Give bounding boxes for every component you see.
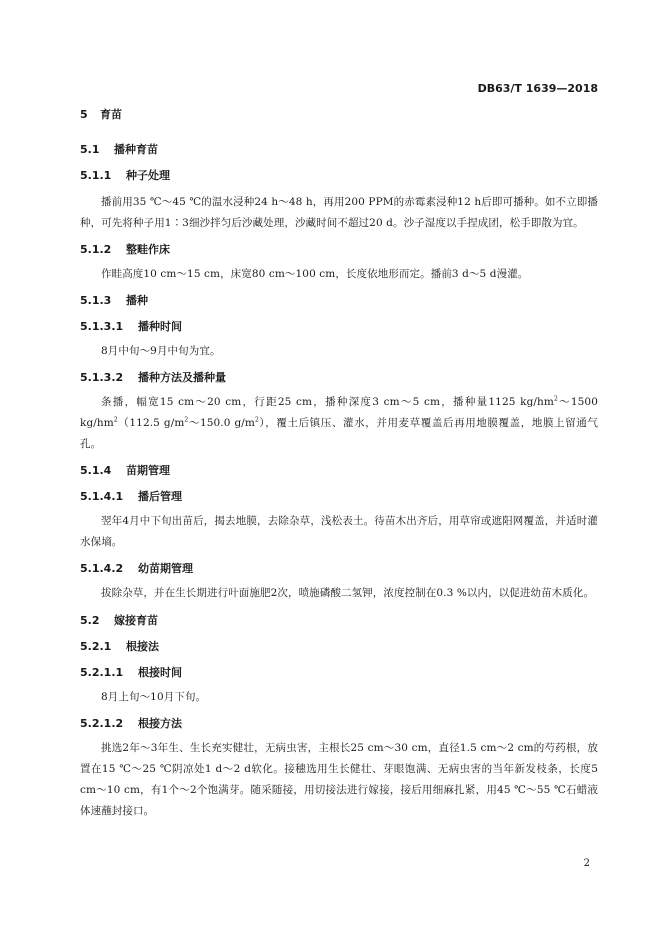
text-run: ～1500 kg/hm (80, 396, 598, 429)
paragraph: 8月上旬～10月下旬。 (101, 691, 207, 703)
section-heading (80, 489, 598, 505)
section-title: 播种育苗 (114, 143, 158, 156)
section-number: 5.1.3.1 (80, 320, 124, 333)
superscript: 2 (254, 416, 259, 424)
section-number: 5.1.2 (80, 243, 112, 256)
section-heading (80, 142, 598, 158)
section-title: 根接法 (126, 640, 159, 653)
section-number: 5.2.1.1 (80, 666, 124, 679)
paragraph: 作畦高度10 cm～15 cm，床宽80 cm～100 cm，长度依地形而定。播前3 d～5 d漫灌。 (101, 268, 529, 280)
section-heading (80, 561, 598, 577)
section-heading (80, 293, 598, 309)
section-heading (80, 613, 598, 629)
section-title: 根接时间 (138, 666, 182, 679)
text-run: （112.5 g/m (117, 417, 185, 429)
section-title: 播种 (126, 294, 148, 307)
section-title: 整畦作床 (126, 243, 170, 256)
section-number: 5.2.1 (80, 640, 112, 653)
section-heading (80, 370, 598, 386)
page-header-code: DB63/T 1639—2018 (477, 82, 598, 95)
section-number: 5.1.3 (80, 294, 112, 307)
section-title: 根接方法 (138, 717, 182, 730)
section-title: 嫁接育苗 (114, 614, 158, 627)
page-number: 2 (583, 858, 590, 869)
section-heading (80, 242, 598, 258)
section-heading (80, 107, 598, 123)
superscript: 2 (553, 395, 558, 403)
section-title: 苗期管理 (126, 464, 170, 477)
section-number: 5.1.1 (80, 169, 112, 182)
paragraph: 播前用35 ℃～45 ℃的温水浸种24 h～48 h，再用200 PPM的赤霉素浸种12 h后即可播种。如不立即播种，可先将种子用1∶3细沙拌匀后沙藏处理，沙藏时间不超过20 d。沙子湿度以手捏成团，松手即散为宜。 (80, 196, 598, 229)
text-run: ），覆土后镇压、灌水，并用麦草覆盖后再用地膜覆盖，地膜上留通气孔。 (80, 417, 598, 450)
paragraph: 挑选2年～3年生、生长充实健壮，无病虫害，主根长25 cm～30 cm，直径1.5 cm～2 cm的芍药根，放置在15 ℃～25 ℃阴凉处1 d～2 d软化。接穗选用生长健壮、芽眼饱满、无病虫害的当年新发枝条，长度5 cm～10 cm，有1个～2个饱满芽。随采随接，用切接法进行嫁接，接后用细麻扎紧，用45 ℃～55 ℃石蜡液体速蘸封接口。 (80, 742, 598, 817)
paragraph: 翌年4月中下旬出苗后，揭去地膜，去除杂草，浅松表土。待苗木出齐后，用草帘或遮阳网覆盖，并适时灌水保墒。 (80, 515, 598, 548)
section-heading (80, 716, 598, 732)
paragraph (80, 392, 598, 455)
section-title: 播后管理 (138, 490, 182, 503)
section-title: 播种时间 (138, 320, 182, 333)
section-heading (80, 168, 598, 184)
section-number: 5.2.1.2 (80, 717, 124, 730)
section-title: 种子处理 (126, 169, 170, 182)
section-heading (80, 639, 598, 655)
section-number: 5.1.4.2 (80, 562, 124, 575)
paragraph: 8月中旬～9月中旬为宜。 (101, 345, 221, 357)
section-number: 5.1 (80, 143, 100, 156)
section-heading (80, 319, 598, 335)
section-title: 幼苗期管理 (138, 562, 193, 575)
section-number: 5.1.4 (80, 464, 112, 477)
superscript: 2 (184, 416, 189, 424)
section-number: 5 (80, 108, 88, 121)
document-body (80, 107, 598, 822)
superscript: 2 (113, 416, 118, 424)
section-number: 5.1.4.1 (80, 490, 124, 503)
paragraph: 拔除杂草，并在生长期进行叶面施肥2次，喷施磷酸二氢钾，浓度控制在0.3 %以内，以促进幼苗木质化。 (101, 587, 595, 599)
section-number: 5.1.3.2 (80, 371, 124, 384)
section-title: 育苗 (100, 108, 122, 121)
section-heading (80, 463, 598, 479)
section-title: 播种方法及播种量 (138, 371, 226, 384)
text-run: 条播，幅宽15 cm～20 cm，行距25 cm，播种深度3 cm～5 cm，播种量1125 kg/hm (101, 396, 554, 408)
text-run: ～150.0 g/m (188, 417, 255, 429)
section-heading (80, 665, 598, 681)
section-number: 5.2 (80, 614, 100, 627)
